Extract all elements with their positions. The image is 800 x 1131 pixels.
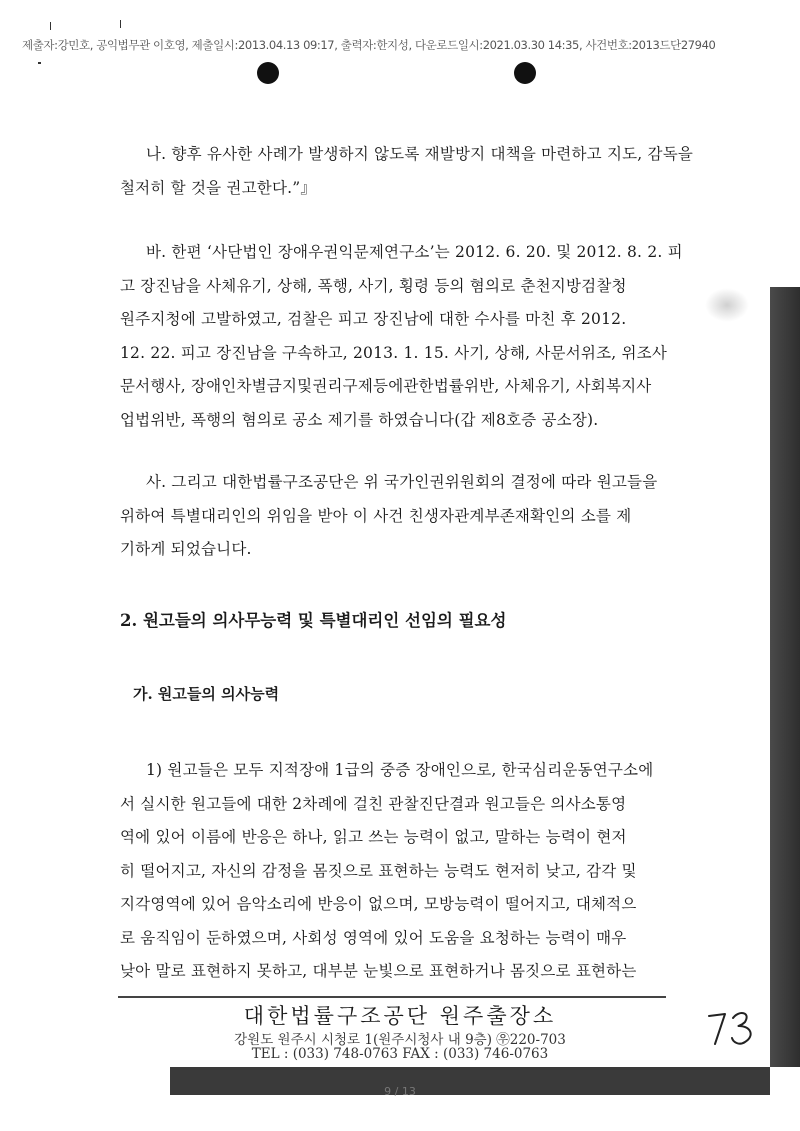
text-line: 문서행사, 장애인차별금지및권리구제등에관한법률위반, 사체유기, 사회복지사 bbox=[120, 377, 652, 395]
page-number: 9 / 13 bbox=[384, 1085, 416, 1098]
scan-mark bbox=[38, 62, 41, 64]
scan-mark bbox=[120, 20, 121, 28]
text-line: 바. 한편 ‘사단법인 장애우권익문제연구소’는 2012. 6. 20. 및 2012. 8. 2. 피 bbox=[146, 243, 683, 261]
text-line: 철저히 할 것을 권고한다.”』 bbox=[120, 178, 317, 197]
text-line: 역에 있어 이름에 반응은 하나, 읽고 쓰는 능력이 없고, 말하는 능력이 현저 bbox=[120, 828, 627, 846]
text-line: 위하여 특별대리인의 위임을 받아 이 사건 친생자관계부존재확인의 소를 제 bbox=[120, 506, 632, 525]
paragraph-sa bbox=[120, 466, 680, 567]
text-line: 1) 원고들은 모두 지적장애 1급의 중증 장애인으로, 한국심리운동연구소에 bbox=[146, 761, 654, 779]
submission-info-header: 제출자:강민호, 공익법무관 이호영, 제출일시:2013.04.13 09:17, 출력자:한지성, 다운로드일시:2021.03.30 14:35, 사건번호:2013드단27940 bbox=[22, 38, 716, 52]
section-heading: 2. 원고들의 의사무능력 및 특별대리인 선임의 필요성 bbox=[120, 611, 507, 630]
text-line: 기하게 되었습니다. bbox=[120, 540, 252, 558]
footer-address: 강원도 원주시 시청로 1(원주시청사 내 9층) ㉾220-703 bbox=[234, 1032, 566, 1048]
text-line: 지각영역에 있어 음악소리에 반응이 없으며, 모방능력이 떨어지고, 대체적으 bbox=[120, 895, 637, 913]
paragraph-ba bbox=[120, 236, 683, 437]
footer-contact: TEL : (033) 748-0763 FAX : (033) 746-0763 bbox=[251, 1046, 549, 1062]
subsection-heading: 가. 원고들의 의사능력 bbox=[133, 685, 280, 703]
paragraph-na bbox=[120, 138, 694, 205]
punch-hole-right bbox=[514, 62, 536, 84]
punch-hole-left bbox=[257, 62, 279, 84]
footer-scan-bar bbox=[170, 1067, 770, 1095]
scan-mark bbox=[50, 22, 51, 30]
text-line: 나. 향후 유사한 사례가 발생하지 않도록 재발방지 대책을 마련하고 지도, 감독을 bbox=[146, 145, 694, 163]
text-line: 고 장진남을 사체유기, 상해, 폭행, 사기, 횡령 등의 혐의로 춘천지방검찰청 bbox=[120, 276, 627, 295]
text-line: 히 떨어지고, 자신의 감정을 몸짓으로 표현하는 능력도 현저히 낮고, 감각 및 bbox=[120, 861, 637, 880]
text-line: 업법위반, 폭행의 혐의로 공소 제기를 하였습니다(갑 제8호증 공소장). bbox=[120, 410, 599, 429]
text-line: 서 실시한 원고들에 대한 2차례에 걸친 관찰진단결과 원고들은 의사소통영 bbox=[120, 794, 627, 813]
paragraph-1 bbox=[120, 754, 680, 989]
text-line: 원주지청에 고발하였고, 검찰은 피고 장진남에 대한 수사를 마친 후 2012. bbox=[120, 310, 627, 328]
text-line: 낮아 말로 표현하지 못하고, 대부분 눈빛으로 표현하거나 몸짓으로 표현하는 bbox=[120, 962, 637, 980]
scan-smudge bbox=[705, 288, 749, 322]
handwritten-page-mark bbox=[705, 1008, 765, 1048]
text-line: 로 움직임이 둔하였으며, 사회성 영역에 있어 도움을 요청하는 능력이 매우 bbox=[120, 928, 627, 947]
footer-org-name: 대한법률구조공단 원주출장소 bbox=[243, 1004, 557, 1028]
text-line: 사. 그리고 대한법률구조공단은 위 국가인권위원회의 결정에 따라 원고들을 bbox=[146, 473, 658, 491]
footer-divider bbox=[118, 996, 666, 998]
text-line: 12. 22. 피고 장진남을 구속하고, 2013. 1. 15. 사기, 상해, 사문서위조, 위조사 bbox=[120, 343, 668, 362]
scan-edge-bar bbox=[770, 287, 800, 1067]
